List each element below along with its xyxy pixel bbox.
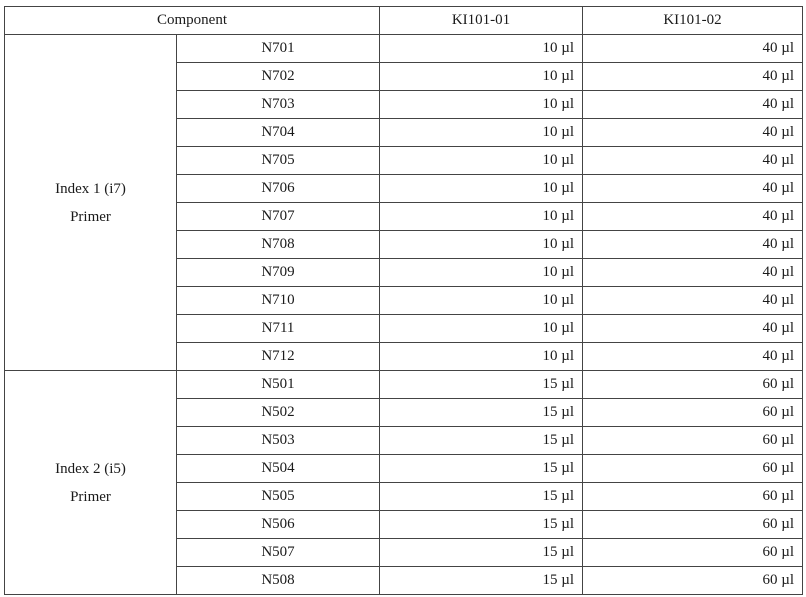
primer-name-cell: N708 xyxy=(177,231,380,259)
primer-name-cell: N710 xyxy=(177,287,380,315)
group-label-line1: Index 1 (i7) xyxy=(55,180,126,197)
volume-ki101-02-cell: 60 µl xyxy=(583,483,803,511)
volume-ki101-02-cell: 60 µl xyxy=(583,567,803,595)
volume-ki101-01-cell: 15 µl xyxy=(380,371,583,399)
header-row xyxy=(5,7,803,35)
group-label-line1: Index 2 (i5) xyxy=(55,460,126,477)
primer-name-cell: N502 xyxy=(177,399,380,427)
primer-name-cell: N706 xyxy=(177,175,380,203)
table-row xyxy=(5,371,803,399)
primer-name-cell: N711 xyxy=(177,315,380,343)
volume-ki101-01-cell: 15 µl xyxy=(380,427,583,455)
volume-ki101-01-cell: 15 µl xyxy=(380,539,583,567)
primer-name-cell: N506 xyxy=(177,511,380,539)
primer-name-cell: N705 xyxy=(177,147,380,175)
volume-ki101-02-cell: 40 µl xyxy=(583,315,803,343)
volume-ki101-02-cell: 40 µl xyxy=(583,147,803,175)
volume-ki101-01-cell: 10 µl xyxy=(380,35,583,63)
volume-ki101-02-cell: 40 µl xyxy=(583,259,803,287)
volume-ki101-02-cell: 40 µl xyxy=(583,35,803,63)
volume-ki101-02-cell: 60 µl xyxy=(583,427,803,455)
primer-name-cell: N501 xyxy=(177,371,380,399)
volume-ki101-01-cell: 10 µl xyxy=(380,231,583,259)
group-label xyxy=(5,371,177,595)
group-label-line2: Primer xyxy=(70,208,111,225)
volume-ki101-02-cell: 40 µl xyxy=(583,231,803,259)
table-row xyxy=(5,35,803,63)
volume-ki101-01-cell: 10 µl xyxy=(380,315,583,343)
primer-name-cell: N508 xyxy=(177,567,380,595)
volume-ki101-02-cell: 40 µl xyxy=(583,343,803,371)
volume-ki101-01-cell: 15 µl xyxy=(380,483,583,511)
table-body xyxy=(5,35,803,595)
primer-name-cell: N712 xyxy=(177,343,380,371)
volume-ki101-02-cell: 60 µl xyxy=(583,539,803,567)
volume-ki101-02-cell: 60 µl xyxy=(583,399,803,427)
volume-ki101-02-cell: 60 µl xyxy=(583,371,803,399)
primer-name-cell: N503 xyxy=(177,427,380,455)
volume-ki101-02-cell: 40 µl xyxy=(583,175,803,203)
volume-ki101-02-cell: 40 µl xyxy=(583,287,803,315)
volume-ki101-01-cell: 15 µl xyxy=(380,455,583,483)
volume-ki101-01-cell: 10 µl xyxy=(380,175,583,203)
volume-ki101-01-cell: 15 µl xyxy=(380,399,583,427)
header-component: Component xyxy=(5,7,380,35)
volume-ki101-01-cell: 10 µl xyxy=(380,63,583,91)
primer-name-cell: N709 xyxy=(177,259,380,287)
volume-ki101-01-cell: 15 µl xyxy=(380,567,583,595)
primer-name-cell: N703 xyxy=(177,91,380,119)
primer-name-cell: N707 xyxy=(177,203,380,231)
group-label-line2: Primer xyxy=(70,488,111,505)
volume-ki101-01-cell: 10 µl xyxy=(380,203,583,231)
primer-name-cell: N504 xyxy=(177,455,380,483)
volume-ki101-01-cell: 10 µl xyxy=(380,91,583,119)
volume-ki101-02-cell: 40 µl xyxy=(583,91,803,119)
volume-ki101-02-cell: 40 µl xyxy=(583,119,803,147)
volume-ki101-01-cell: 10 µl xyxy=(380,343,583,371)
volume-ki101-01-cell: 10 µl xyxy=(380,147,583,175)
header-kit-a: KI101-01 xyxy=(380,7,583,35)
primer-name-cell: N701 xyxy=(177,35,380,63)
primer-name-cell: N702 xyxy=(177,63,380,91)
primer-name-cell: N704 xyxy=(177,119,380,147)
volume-ki101-01-cell: 10 µl xyxy=(380,287,583,315)
primer-name-cell: N507 xyxy=(177,539,380,567)
component-table xyxy=(4,6,803,595)
volume-ki101-02-cell: 40 µl xyxy=(583,63,803,91)
primer-name-cell: N505 xyxy=(177,483,380,511)
volume-ki101-01-cell: 10 µl xyxy=(380,119,583,147)
volume-ki101-01-cell: 10 µl xyxy=(380,259,583,287)
volume-ki101-02-cell: 40 µl xyxy=(583,203,803,231)
volume-ki101-01-cell: 15 µl xyxy=(380,511,583,539)
volume-ki101-02-cell: 60 µl xyxy=(583,511,803,539)
group-label xyxy=(5,35,177,371)
header-kit-b: KI101-02 xyxy=(583,7,803,35)
volume-ki101-02-cell: 60 µl xyxy=(583,455,803,483)
